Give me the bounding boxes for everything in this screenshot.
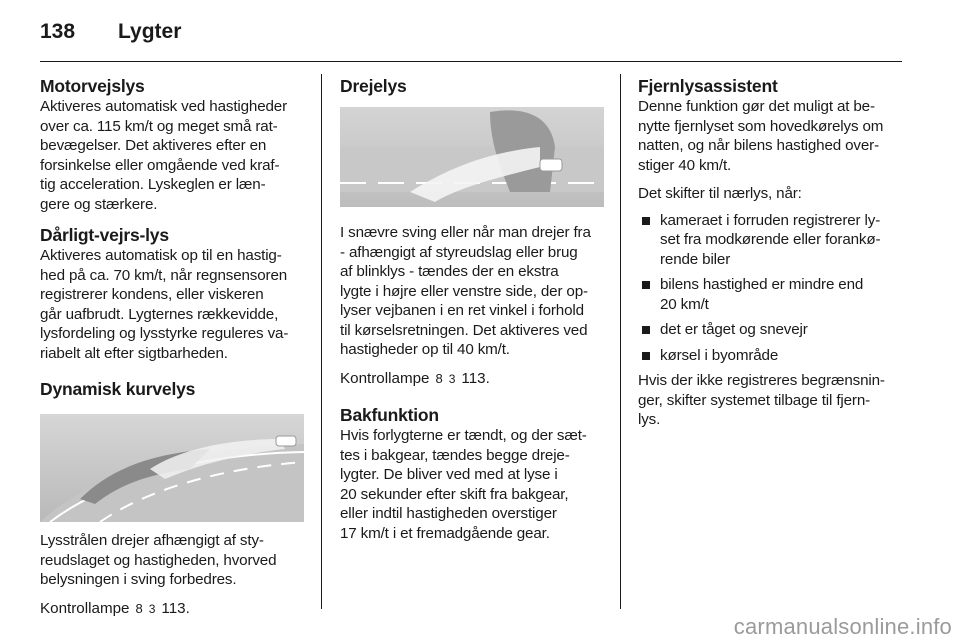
list-outro: Hvis der ikke registreres begrænsnin- ger, skifter systemet tilbage til fjern- lys.: [638, 372, 885, 428]
section-title-daarligt-vejrs-lys: Dårligt-vejrs-lys: [40, 225, 169, 245]
page-reference-link[interactable]: 113.: [161, 599, 190, 617]
section-title-drejelys: Drejelys: [340, 76, 407, 96]
column-left: [40, 76, 304, 619]
list-item: det er tåget og snevejr: [638, 320, 902, 340]
control-lamp-icon: 8: [135, 600, 143, 616]
page-number: 138: [40, 20, 76, 43]
condition-list: [638, 211, 902, 366]
section-body-fjernlysassistent: Denne funktion gør det muligt at be- nytte fjernlyset som hovedkørelys om natten, og når bilens hastighed over- stiger 40 km/t.: [638, 98, 884, 174]
section-body-drejelys: I snævre sving eller når man drejer fra - afhængigt af styreudslag eller brug af blinklys - tændes der en ekstra lygte i højre eller venstre side, der op- lyser vejbanen i en ret vinkel i forhold til kørselsretningen. Det aktiveres ved hastigheder op til 40 km/t.: [340, 224, 591, 358]
section-body-daarligt-vejrs-lys: Aktiveres automatisk op til en hastig- hed på ca. 70 km/t, når regnsensoren registrerer kondens, eller viskeren går uafbrudt. Lygternes rækkevidde, lysfordeling og lysstyrke reguleres va- riabelt alt efter sigtbarheden.: [40, 247, 289, 362]
watermark: carmanualsonline.info: [733, 614, 952, 639]
bullet-square-icon: [642, 352, 650, 360]
bullet-square-icon: [642, 326, 650, 334]
list-intro: Det skifter til nærlys, når:: [638, 185, 802, 202]
list-item: kørsel i byområde: [638, 346, 902, 366]
bullet-square-icon: [642, 217, 650, 225]
cornering-light-illustration: [340, 107, 604, 207]
column-right: [638, 76, 902, 430]
header-rule: [40, 61, 902, 62]
section-title-dynamisk-kurvelys: Dynamisk kurvelys: [40, 379, 196, 399]
section-title-motorvejslys: Motorvejslys: [40, 76, 145, 96]
section-title-bakfunktion: Bakfunktion: [340, 405, 439, 425]
column-divider: [321, 74, 322, 609]
page-title: Lygter: [118, 20, 182, 43]
section-body-motorvejslys: Aktiveres automatisk ved hastigheder over ca. 115 km/t og meget små rat- bevægelser. Det aktiveres efter en forsinkelse eller omgående ved kraf- tig acceleration. Lyskeglen er læn- gere og stærkere.: [40, 98, 288, 213]
list-item: bilens hastighed er mindre end 20 km/t: [638, 275, 902, 314]
column-divider: [620, 74, 621, 609]
column-middle: [340, 76, 604, 543]
control-lamp-icon: 8: [435, 370, 443, 386]
bullet-square-icon: [642, 281, 650, 289]
curve-light-illustration: [40, 414, 304, 522]
section-body-dynamisk-kurvelys: Lysstrålen drejer afhængigt af sty- reudslaget og hastigheden, hvorved belysningen i sving forbedres.: [40, 532, 277, 588]
section-body-bakfunktion: Hvis forlygterne er tændt, og der sæt- tes i bakgear, tændes begge dreje- lygter. De bliver ved med at lyse i 20 sekunder efter skift fra bakgear, eller indtil hastigheden overstiger 17 km/t i et fremadgående gear.: [340, 427, 587, 542]
section-title-fjernlysassistent: Fjernlysassistent: [638, 76, 778, 96]
page-ref-arrow-icon: 3: [148, 601, 156, 616]
list-item: kameraet i forruden registrerer ly- set fra modkørende eller forankø- rende biler: [638, 211, 902, 270]
page-reference-link[interactable]: 113.: [461, 369, 490, 387]
control-lamp-reference: Kontrollampe 8 3 113.: [340, 369, 604, 390]
page-header: [40, 20, 181, 46]
page-ref-arrow-icon: 3: [448, 371, 456, 386]
control-lamp-reference: Kontrollampe 8 3 113.: [40, 599, 304, 620]
